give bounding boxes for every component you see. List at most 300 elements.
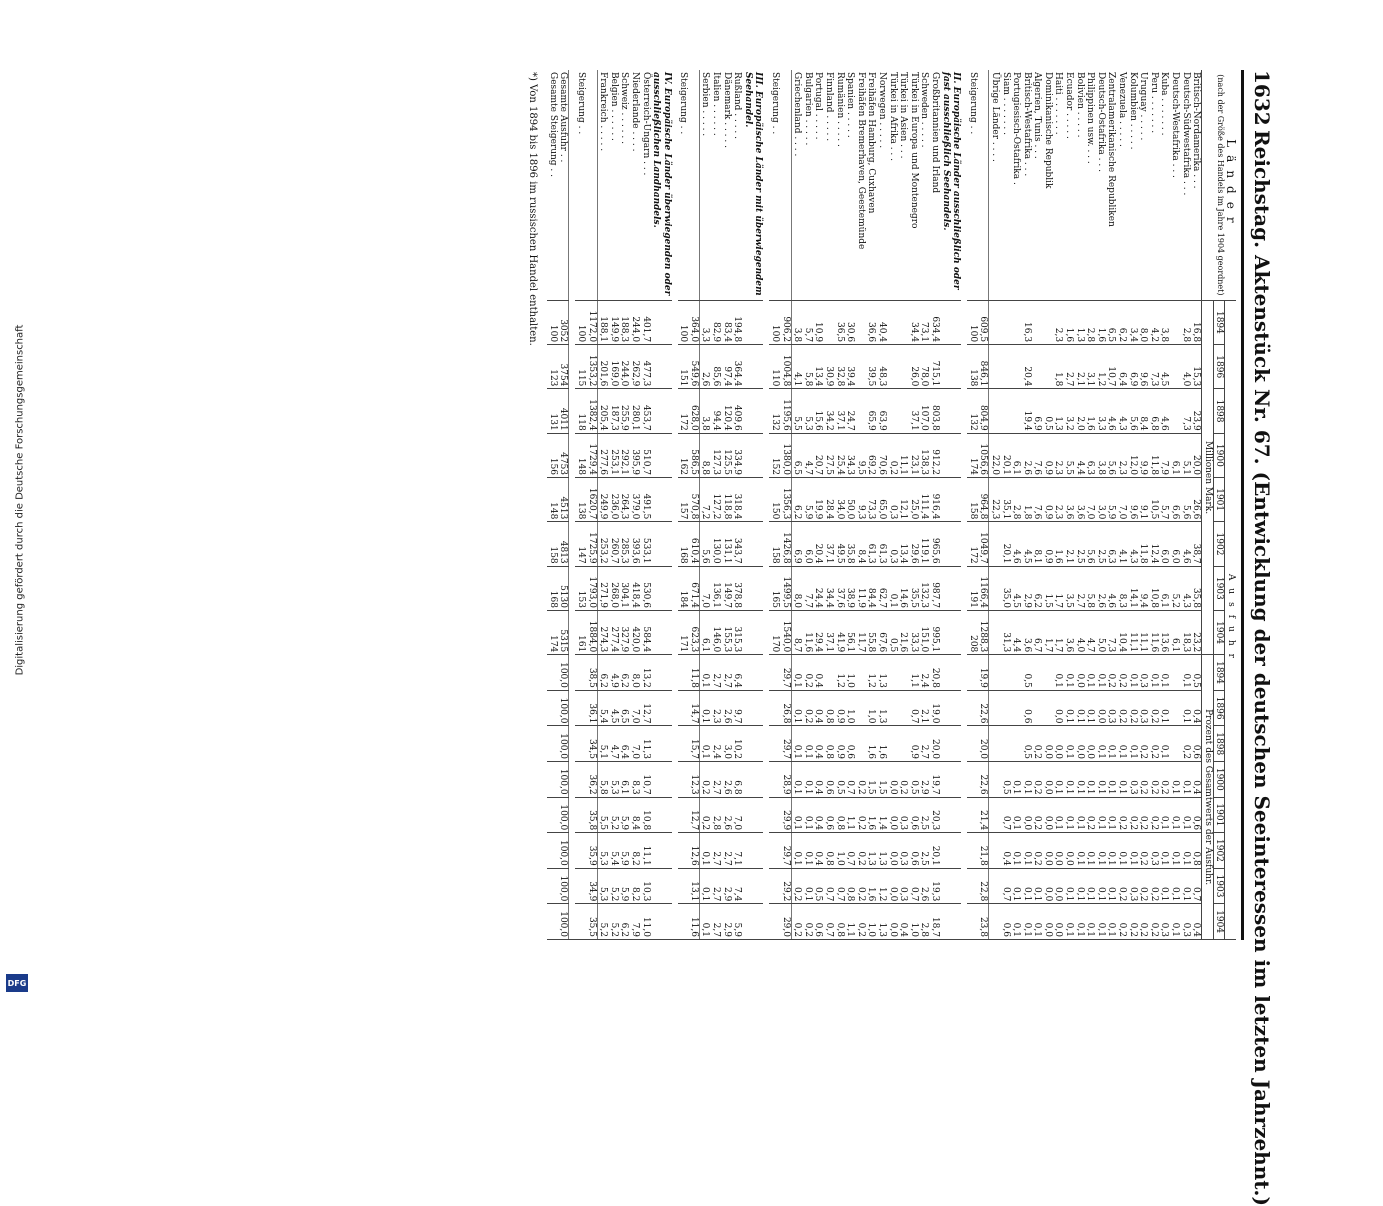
value-cell: 1,7 xyxy=(1042,610,1053,654)
value-cell: 19,9 xyxy=(813,478,824,522)
table-row xyxy=(699,70,710,940)
year-header-pct-1898: 1898 xyxy=(1213,726,1225,762)
percent-cell: 0,2 xyxy=(1148,868,1159,904)
value-cell: 158 xyxy=(769,522,780,566)
percent-cell xyxy=(575,833,586,869)
row-label: Gesamte Steigerung . . xyxy=(547,70,558,300)
value-cell: 1,5 xyxy=(1042,566,1053,610)
percent-cell: 0,1 xyxy=(1074,762,1085,798)
percent-cell: 7,4 xyxy=(732,868,743,904)
value-cell: 7,0 xyxy=(1116,478,1127,522)
value-cell: 16,3 xyxy=(1021,300,1032,344)
value-cell: 6,8 xyxy=(1148,389,1159,433)
value-cell: 671,4 xyxy=(688,566,699,610)
percent-cell: 0,1 xyxy=(1021,904,1032,940)
percent-cell: 0,1 xyxy=(791,797,802,833)
percent-cell: 11,6 xyxy=(688,904,699,940)
value-cell: 23,9 xyxy=(1191,389,1202,433)
empty-cell xyxy=(940,797,961,833)
percent-cell: 0,8 xyxy=(823,690,834,726)
value-cell: 5,7 xyxy=(802,300,813,344)
percent-cell: 1,1 xyxy=(908,655,919,691)
percent-cell: 8,2 xyxy=(629,833,640,869)
percent-cell: 23,8 xyxy=(978,904,989,940)
percent-cell: 0,1 xyxy=(1180,868,1191,904)
value-cell: 1540,0 xyxy=(780,610,791,654)
value-cell: 172 xyxy=(967,522,978,566)
percent-cell: 0,2 xyxy=(1138,904,1149,940)
percent-cell: 10,2 xyxy=(732,726,743,762)
value-cell: 1,7 xyxy=(1053,610,1064,654)
percent-cell xyxy=(967,762,978,798)
value-cell xyxy=(989,389,1000,433)
percent-cell xyxy=(967,726,978,762)
page-number: 1632 xyxy=(1250,70,1274,126)
percent-cell: 0,2 xyxy=(855,868,866,904)
percent-cell: 0,0 xyxy=(1053,868,1064,904)
value-cell: 73,3 xyxy=(866,478,877,522)
percent-cell: 0,6 xyxy=(1191,726,1202,762)
value-cell: 0,3 xyxy=(887,478,898,522)
value-cell: 94,4 xyxy=(711,389,722,433)
value-cell: 9,4 xyxy=(1138,566,1149,610)
percent-cell: 0,1 xyxy=(802,726,813,762)
value-cell xyxy=(1042,345,1053,389)
value-cell: 4,2 xyxy=(1148,300,1159,344)
percent-cell: 5,9 xyxy=(619,797,630,833)
percent-cell: 0,4 xyxy=(813,833,824,869)
percent-cell: 0,0 xyxy=(1042,797,1053,833)
value-cell: 6,5 xyxy=(791,433,802,477)
value-cell: 132 xyxy=(967,389,978,433)
percent-cell: 0,2 xyxy=(791,904,802,940)
percent-cell: 0,1 xyxy=(1095,868,1106,904)
value-cell: 1195,6 xyxy=(780,389,791,433)
value-cell: 123 xyxy=(547,345,558,389)
percent-cell: 0,8 xyxy=(1191,833,1202,869)
percent-cell: 0,2 xyxy=(1148,797,1159,833)
percent-cell: 0,2 xyxy=(898,762,909,798)
value-cell: 119,1 xyxy=(919,522,930,566)
value-cell: 82,9 xyxy=(711,300,722,344)
row-label: Haiti . . . . . . . xyxy=(1053,70,1064,300)
percent-cell: 0,2 xyxy=(1159,762,1170,798)
row-label: Kolumbien . . . . . xyxy=(1127,70,1138,300)
percent-cell: 0,1 xyxy=(1127,726,1138,762)
percent-cell xyxy=(967,690,978,726)
value-cell xyxy=(1011,389,1022,433)
table-row xyxy=(834,70,845,940)
value-cell: 11,1 xyxy=(898,433,909,477)
value-cell: 2,9 xyxy=(1021,566,1032,610)
percent-cell: 2,8 xyxy=(711,797,722,833)
value-cell: 2,7 xyxy=(1074,566,1085,610)
percent-cell: 6,5 xyxy=(619,690,630,726)
value-cell: 236,0 xyxy=(608,478,619,522)
percent-cell: 0,1 xyxy=(1106,868,1117,904)
empty-cell xyxy=(742,868,763,904)
table-row xyxy=(791,70,802,940)
value-cell: 3,6 xyxy=(1074,478,1085,522)
percent-cell: 0,1 xyxy=(1074,690,1085,726)
value-cell: 34,3 xyxy=(845,433,856,477)
percent-cell: 0,4 xyxy=(1000,833,1011,869)
empty-cell xyxy=(651,904,672,940)
row-label: Türkei in Asien . . . xyxy=(898,70,909,300)
percent-cell xyxy=(898,690,909,726)
percent-cell: 0,1 xyxy=(1085,904,1096,940)
percent-cell: 6,4 xyxy=(732,655,743,691)
percent-cell: 6,8 xyxy=(732,762,743,798)
percent-cell: 11,8 xyxy=(688,655,699,691)
value-cell: 1380,0 xyxy=(780,433,791,477)
value-cell: 610,4 xyxy=(688,522,699,566)
value-cell: 1,6 xyxy=(1064,300,1075,344)
value-cell: 584,4 xyxy=(640,610,651,654)
percent-cell: 1,1 xyxy=(845,797,856,833)
percent-cell: 2,7 xyxy=(711,655,722,691)
value-cell: 715,1 xyxy=(929,345,940,389)
percent-cell xyxy=(967,904,978,940)
table-body xyxy=(527,70,1202,940)
table-row xyxy=(876,70,887,940)
value-cell: 318,4 xyxy=(732,478,743,522)
percent-cell: 19,0 xyxy=(929,690,940,726)
percent-cell: 0,2 xyxy=(1116,868,1127,904)
value-cell: 965,6 xyxy=(929,522,940,566)
row-label: Schweiz . . . . . . xyxy=(619,70,630,300)
percent-cell: 0,6 xyxy=(1021,690,1032,726)
value-cell: 4,4 xyxy=(1011,610,1022,654)
value-cell: 37,6 xyxy=(834,566,845,610)
value-cell: 1382,4 xyxy=(586,389,597,433)
percent-cell: 0,1 xyxy=(1180,690,1191,726)
value-cell: 38,7 xyxy=(1191,522,1202,566)
percent-cell: 35,8 xyxy=(586,797,597,833)
percent-cell: 0,1 xyxy=(1169,833,1180,869)
table-row xyxy=(1095,70,1106,940)
percent-cell: 0,4 xyxy=(1191,762,1202,798)
value-cell: 5,1 xyxy=(1180,433,1191,477)
section-label: IV. Europäische Länder überwiegenden oder ausschließlichen Landhandels. xyxy=(651,70,672,300)
percent-cell xyxy=(547,655,558,691)
empty-cell xyxy=(651,833,672,869)
percent-cell: 8,2 xyxy=(629,868,640,904)
value-cell: 6,7 xyxy=(1032,610,1043,654)
percent-cell: 38,5 xyxy=(586,655,597,691)
value-cell: 6,2 xyxy=(1032,566,1043,610)
row-label: Ecuador . . . . . xyxy=(1064,70,1075,300)
value-cell: 3,3 xyxy=(699,300,710,344)
percent-cell: 0,0 xyxy=(1064,833,1075,869)
value-cell: 4,6 xyxy=(1011,522,1022,566)
percent-cell: 0,0 xyxy=(1053,690,1064,726)
percent-cell: 1,2 xyxy=(876,868,887,904)
value-cell: 6,1 xyxy=(1011,433,1022,477)
percent-cell: 0,2 xyxy=(1148,762,1159,798)
percent-cell: 0,2 xyxy=(1148,726,1159,762)
percent-cell: 0,0 xyxy=(887,797,898,833)
table-row xyxy=(813,70,824,940)
percent-cell: 0,2 xyxy=(1032,797,1043,833)
value-cell: 8,4 xyxy=(855,522,866,566)
value-cell: 1426,8 xyxy=(780,522,791,566)
table-row xyxy=(1127,70,1138,940)
percent-cell: 0,7 xyxy=(1000,797,1011,833)
percent-cell xyxy=(678,655,689,691)
value-cell: 253,1 xyxy=(608,433,619,477)
value-cell: 18,3 xyxy=(1180,610,1191,654)
value-cell xyxy=(1169,389,1180,433)
percent-cell: 0,2 xyxy=(855,762,866,798)
percent-cell: 5,1 xyxy=(597,726,608,762)
value-cell: 187,3 xyxy=(608,389,619,433)
row-label: Philippinen usw. . . . xyxy=(1085,70,1096,300)
percent-cell: 10,7 xyxy=(640,762,651,798)
percent-cell xyxy=(575,904,586,940)
value-cell: 8,0 xyxy=(791,566,802,610)
percent-cell xyxy=(769,904,780,940)
percent-cell: 36,1 xyxy=(586,690,597,726)
percent-cell: 12,7 xyxy=(688,797,699,833)
percent-cell xyxy=(989,726,1000,762)
value-cell: 10,8 xyxy=(1148,566,1159,610)
value-cell: 120,4 xyxy=(721,389,732,433)
percent-cell: 0,3 xyxy=(898,833,909,869)
table-row xyxy=(1074,70,1085,940)
percent-cell: 0,1 xyxy=(1021,833,1032,869)
empty-cell xyxy=(940,389,961,433)
percent-cell: 0,0 xyxy=(887,833,898,869)
percent-cell: 12,6 xyxy=(688,833,699,869)
value-cell: 634,4 xyxy=(929,300,940,344)
value-cell: 1,6 xyxy=(1095,300,1106,344)
section-header xyxy=(651,70,672,940)
percent-cell xyxy=(769,655,780,691)
value-cell: 100 xyxy=(769,300,780,344)
percent-cell: 35,9 xyxy=(586,833,597,869)
percent-cell: 12,7 xyxy=(640,690,651,726)
value-cell: 285,3 xyxy=(619,522,630,566)
percent-cell xyxy=(1169,690,1180,726)
row-label: Venezuela . . . . . xyxy=(1116,70,1127,300)
percent-cell xyxy=(769,726,780,762)
percent-cell xyxy=(575,726,586,762)
percent-cell: 0,1 xyxy=(1074,833,1085,869)
percent-cell: 1,1 xyxy=(845,904,856,940)
value-cell: 11,1 xyxy=(1127,610,1138,654)
value-cell: 9,5 xyxy=(855,433,866,477)
empty-cell xyxy=(651,726,672,762)
value-cell: 4,0 xyxy=(1074,610,1085,654)
percent-cell: 0,1 xyxy=(1127,833,1138,869)
year-header-pct-1902: 1902 xyxy=(1213,833,1225,869)
empty-cell xyxy=(940,478,961,522)
value-cell: 153 xyxy=(575,566,586,610)
value-cell: 409,6 xyxy=(732,389,743,433)
empty-cell xyxy=(651,478,672,522)
percent-cell: 0,1 xyxy=(1106,762,1117,798)
value-cell xyxy=(1032,300,1043,344)
percent-cell: 0,1 xyxy=(1085,833,1096,869)
percent-cell: 29,0 xyxy=(780,904,791,940)
percent-cell: 100,0 xyxy=(558,797,569,833)
value-cell: 477,3 xyxy=(640,345,651,389)
value-cell: 22,0 xyxy=(989,433,1000,477)
value-cell: 151 xyxy=(678,345,689,389)
percent-cell xyxy=(989,904,1000,940)
value-cell: 65,9 xyxy=(866,389,877,433)
dfg-logo: DFG xyxy=(6,974,28,992)
value-cell: 20,1 xyxy=(1000,522,1011,566)
percent-cell: 1,3 xyxy=(876,690,887,726)
row-label: Bolivien . . . . . xyxy=(1074,70,1085,300)
percent-cell: 0,2 xyxy=(1138,868,1149,904)
value-cell: 10,5 xyxy=(1148,478,1159,522)
value-cell: 171 xyxy=(678,610,689,654)
value-cell: 6,3 xyxy=(1106,522,1117,566)
percent-cell: 0,1 xyxy=(1095,797,1106,833)
value-cell: 194,8 xyxy=(732,300,743,344)
percent-cell: 0,7 xyxy=(845,833,856,869)
value-cell: 148 xyxy=(547,478,558,522)
percent-cell: 0,0 xyxy=(1095,690,1106,726)
row-label: Norwegen . . . . . xyxy=(876,70,887,300)
value-cell: 804,9 xyxy=(978,389,989,433)
percent-cell: 0,7 xyxy=(1191,868,1202,904)
percent-cell: 0,4 xyxy=(813,726,824,762)
value-cell: 36,5 xyxy=(834,300,845,344)
value-cell: 161 xyxy=(575,610,586,654)
value-cell: 6,0 xyxy=(802,522,813,566)
percent-cell: 100,0 xyxy=(558,655,569,691)
table-row xyxy=(823,70,834,940)
table-row xyxy=(597,70,608,940)
percent-cell: 22,8 xyxy=(978,868,989,904)
percent-cell xyxy=(547,833,558,869)
percent-cell: 0,0 xyxy=(1042,833,1053,869)
percent-cell: 0,2 xyxy=(1106,655,1117,691)
table-row xyxy=(802,70,813,940)
value-cell: 6,9 xyxy=(1032,389,1043,433)
percent-cell: 1,0 xyxy=(834,833,845,869)
percent-cell: 29,9 xyxy=(780,797,791,833)
value-cell: 6,6 xyxy=(1169,478,1180,522)
value-cell: 11,7 xyxy=(855,610,866,654)
percent-cell: 6,1 xyxy=(619,762,630,798)
value-cell: 100 xyxy=(547,300,558,344)
value-cell: 1,8 xyxy=(1021,478,1032,522)
value-cell: 25,0 xyxy=(908,478,919,522)
value-cell: 130,0 xyxy=(711,522,722,566)
value-cell: 8,8 xyxy=(699,433,710,477)
value-cell: 1620,7 xyxy=(586,478,597,522)
percent-cell: 11,3 xyxy=(640,726,651,762)
value-cell: 327,9 xyxy=(619,610,630,654)
value-cell xyxy=(1011,345,1022,389)
percent-cell xyxy=(678,726,689,762)
value-cell: 61,3 xyxy=(866,522,877,566)
percent-cell: 0,2 xyxy=(802,904,813,940)
percent-cell: 0,1 xyxy=(1148,655,1159,691)
value-cell: 205,4 xyxy=(597,389,608,433)
value-cell: 5,5 xyxy=(791,389,802,433)
value-cell: 8,3 xyxy=(1116,566,1127,610)
year-header-pct-1896: 1896 xyxy=(1213,690,1225,726)
value-cell: 271,9 xyxy=(597,566,608,610)
row-label: Steigerung . . xyxy=(678,70,689,300)
percent-cell: 0,1 xyxy=(1085,868,1096,904)
percent-cell: 20,8 xyxy=(929,655,940,691)
percent-cell: 0,1 xyxy=(699,726,710,762)
row-label: Spanien . . . . . xyxy=(845,70,856,300)
row-label: Dänemark . . . . . xyxy=(721,70,732,300)
percent-cell: 0,6 xyxy=(1000,904,1011,940)
percent-cell: 22,6 xyxy=(978,690,989,726)
value-cell: 1056,6 xyxy=(978,433,989,477)
value-cell: 5,5 xyxy=(1064,433,1075,477)
percent-cell: 1,5 xyxy=(876,762,887,798)
value-cell: 85,6 xyxy=(711,345,722,389)
table-row xyxy=(547,70,558,940)
value-cell: 4,1 xyxy=(791,345,802,389)
section-label: II. Europäische Länder ausschließlich oder fast ausschließlich Seehandels. xyxy=(940,70,961,300)
empty-cell xyxy=(940,300,961,344)
value-cell: 48,3 xyxy=(876,345,887,389)
value-cell xyxy=(989,566,1000,610)
value-cell: 3,3 xyxy=(1095,389,1106,433)
document-page xyxy=(90,70,1280,1206)
value-cell: 168 xyxy=(678,522,689,566)
value-cell xyxy=(1000,389,1011,433)
percent-cell: 0,1 xyxy=(1064,690,1075,726)
value-cell: 244,0 xyxy=(619,345,630,389)
value-cell: 21,6 xyxy=(898,610,909,654)
empty-cell xyxy=(742,610,763,654)
row-label: Siam . . . . . . . xyxy=(1000,70,1011,300)
percent-cell: 36,2 xyxy=(586,762,597,798)
percent-cell: 0,2 xyxy=(699,797,710,833)
percent-cell: 15,7 xyxy=(688,726,699,762)
percent-cell: 0,1 xyxy=(1021,868,1032,904)
value-cell: 67,6 xyxy=(876,610,887,654)
empty-cell xyxy=(940,726,961,762)
percent-cell: 0,9 xyxy=(908,726,919,762)
value-cell: 16,8 xyxy=(1191,300,1202,344)
value-cell: 14,6 xyxy=(898,566,909,610)
percent-cell xyxy=(678,833,689,869)
value-cell: 3,4 xyxy=(1127,300,1138,344)
percent-cell: 100,0 xyxy=(558,904,569,940)
percent-cell: 4,7 xyxy=(608,726,619,762)
value-cell xyxy=(887,300,898,344)
percent-cell xyxy=(855,655,866,691)
table-row xyxy=(929,70,940,940)
percent-cell xyxy=(769,797,780,833)
value-cell: 2,5 xyxy=(1095,522,1106,566)
table-row xyxy=(1138,70,1149,940)
table-row xyxy=(780,70,791,940)
percent-cell: 2,7 xyxy=(721,833,732,869)
percent-cell: 0,1 xyxy=(1169,904,1180,940)
value-cell: 208 xyxy=(967,610,978,654)
value-cell: 8,7 xyxy=(791,610,802,654)
percent-cell: 10,3 xyxy=(640,868,651,904)
value-cell: 570,8 xyxy=(688,478,699,522)
year-header-value-1900: 1900 xyxy=(1213,433,1225,477)
value-cell: 1729,4 xyxy=(586,433,597,477)
empty-cell xyxy=(651,389,672,433)
